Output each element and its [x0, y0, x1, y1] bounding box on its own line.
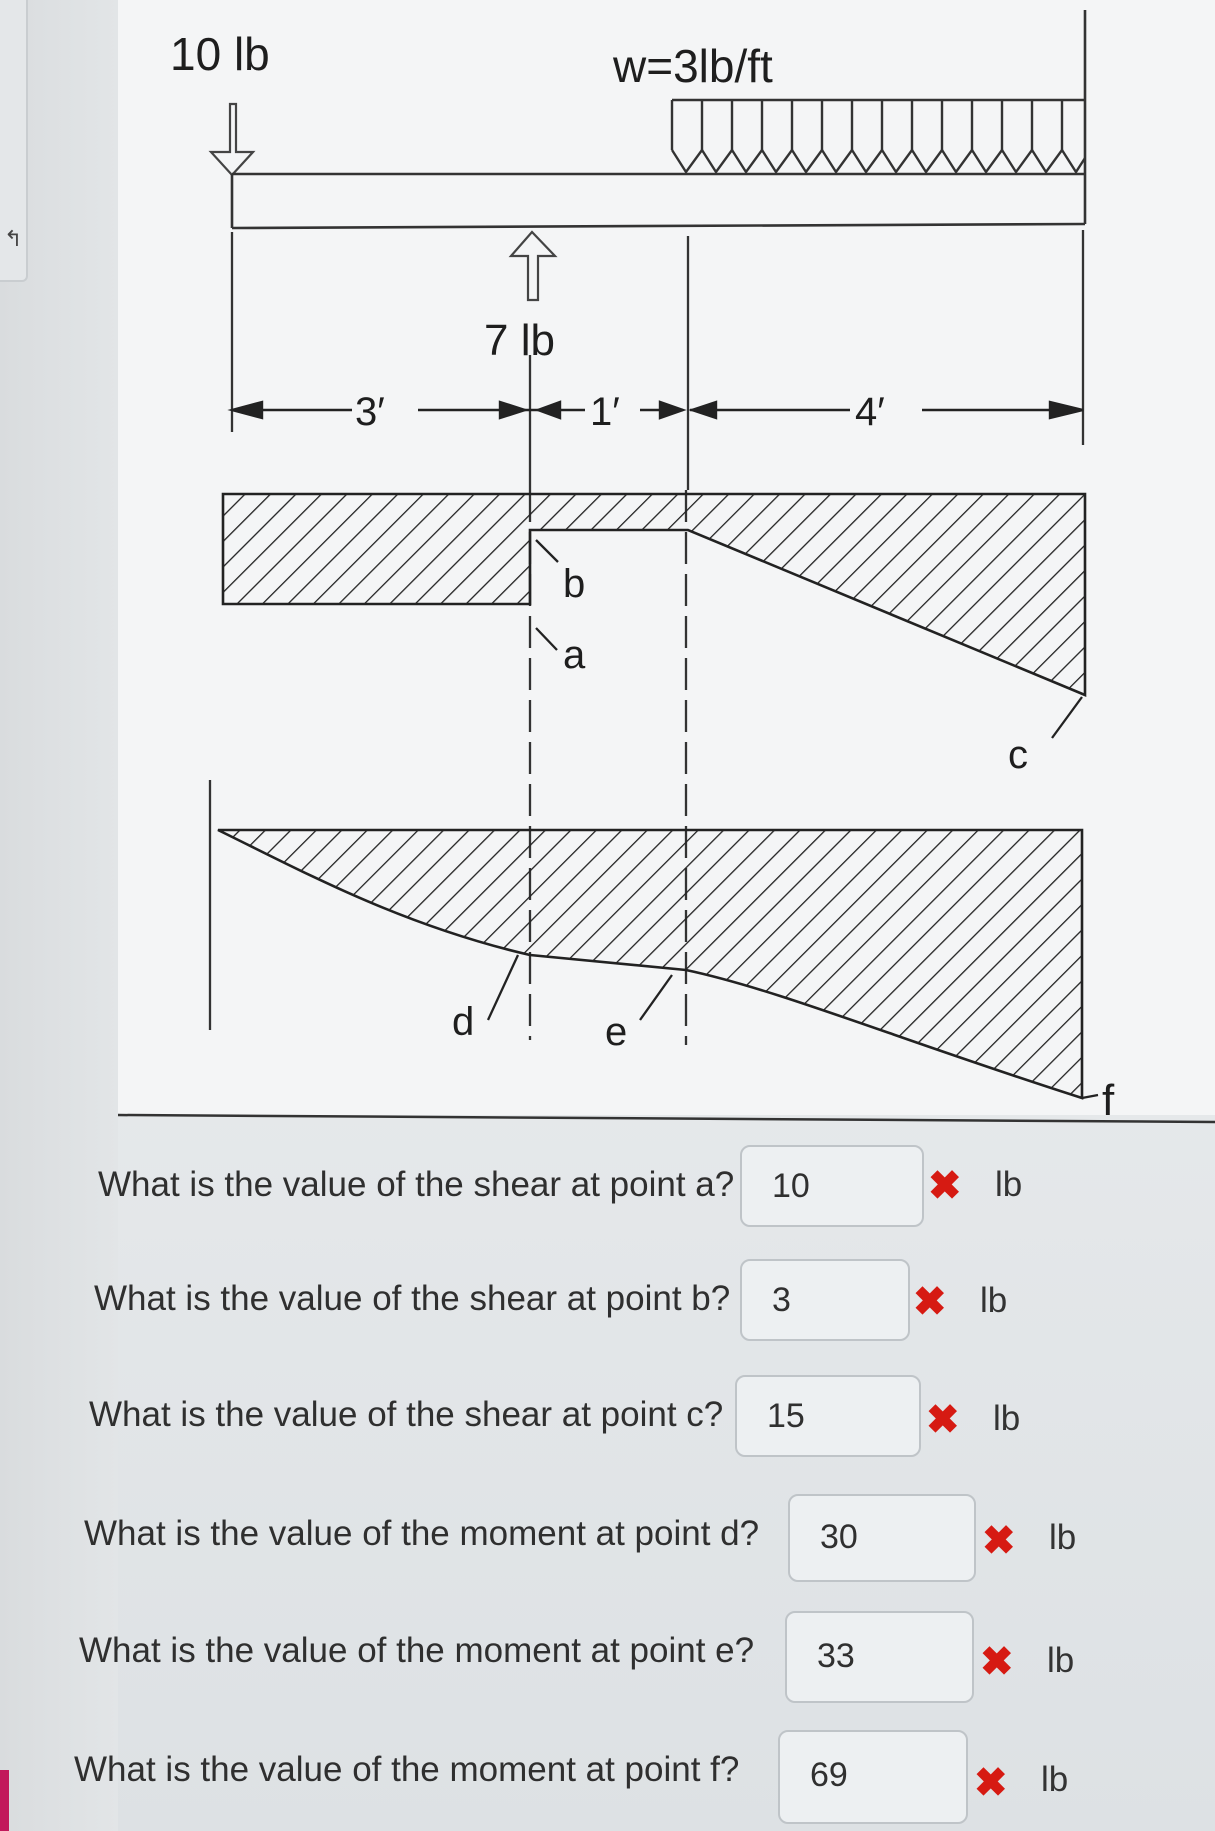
dimension-mid-label: 1′ [590, 390, 620, 434]
answer-value: 30 [820, 1518, 858, 1556]
answer-value: 15 [767, 1397, 805, 1435]
point-a-label: a [563, 633, 586, 677]
answer-value: 33 [817, 1637, 855, 1675]
reaction-label: 7 lb [484, 316, 555, 365]
point-d-label: d [452, 1000, 475, 1044]
point-b-label: b [563, 562, 586, 606]
incorrect-x-icon: ✖ [926, 1398, 960, 1442]
answer-value: 3 [772, 1281, 791, 1319]
answer-input-a[interactable] [740, 1145, 924, 1227]
point-f-label: f [1102, 1076, 1115, 1125]
incorrect-x-icon: ✖ [913, 1280, 947, 1324]
unit-label: lb [1041, 1760, 1069, 1799]
question-text: What is the value of the shear at point c? [89, 1395, 724, 1434]
incorrect-x-icon: ✖ [982, 1519, 1016, 1563]
answer-input-c[interactable] [735, 1375, 921, 1457]
incorrect-x-icon: ✖ [928, 1164, 962, 1208]
question-row [0, 1375, 1215, 1465]
question-row [0, 1611, 1215, 1701]
question-text: What is the value of the shear at point a? [98, 1165, 735, 1204]
answer-input-d[interactable] [788, 1494, 976, 1582]
incorrect-x-icon: ✖ [974, 1761, 1008, 1805]
point-load-label: 10 lb [170, 28, 270, 80]
question-text: What is the value of the shear at point b? [94, 1279, 731, 1318]
answer-value: 69 [810, 1756, 848, 1794]
unit-label: lb [995, 1165, 1023, 1204]
distributed-load-label: w=3lb/ft [613, 40, 773, 92]
question-text: What is the value of the moment at point e? [79, 1631, 755, 1670]
question-row [0, 1494, 1215, 1584]
unit-label: lb [980, 1281, 1008, 1320]
point-e-label: e [605, 1010, 628, 1054]
answer-value: 10 [772, 1167, 810, 1205]
question-row [0, 1259, 1215, 1349]
question-row [0, 1145, 1215, 1235]
dimension-right-label: 4′ [855, 390, 885, 434]
question-text: What is the value of the moment at point d? [84, 1514, 760, 1553]
dimension-left-label: 3′ [355, 390, 385, 434]
diagram-bottom-rule [118, 1115, 1215, 1122]
question-row [0, 1730, 1215, 1820]
unit-label: lb [993, 1399, 1021, 1438]
unit-label: lb [1049, 1518, 1077, 1557]
answer-input-e[interactable] [785, 1611, 974, 1703]
point-c-label: c [1008, 733, 1028, 777]
incorrect-x-icon: ✖ [980, 1640, 1014, 1684]
answer-input-f[interactable] [778, 1730, 968, 1824]
answer-input-b[interactable] [740, 1259, 910, 1341]
corner-arrow-icon: ↰ [4, 226, 23, 251]
unit-label: lb [1047, 1641, 1075, 1680]
question-text: What is the value of the moment at point f? [74, 1750, 740, 1789]
